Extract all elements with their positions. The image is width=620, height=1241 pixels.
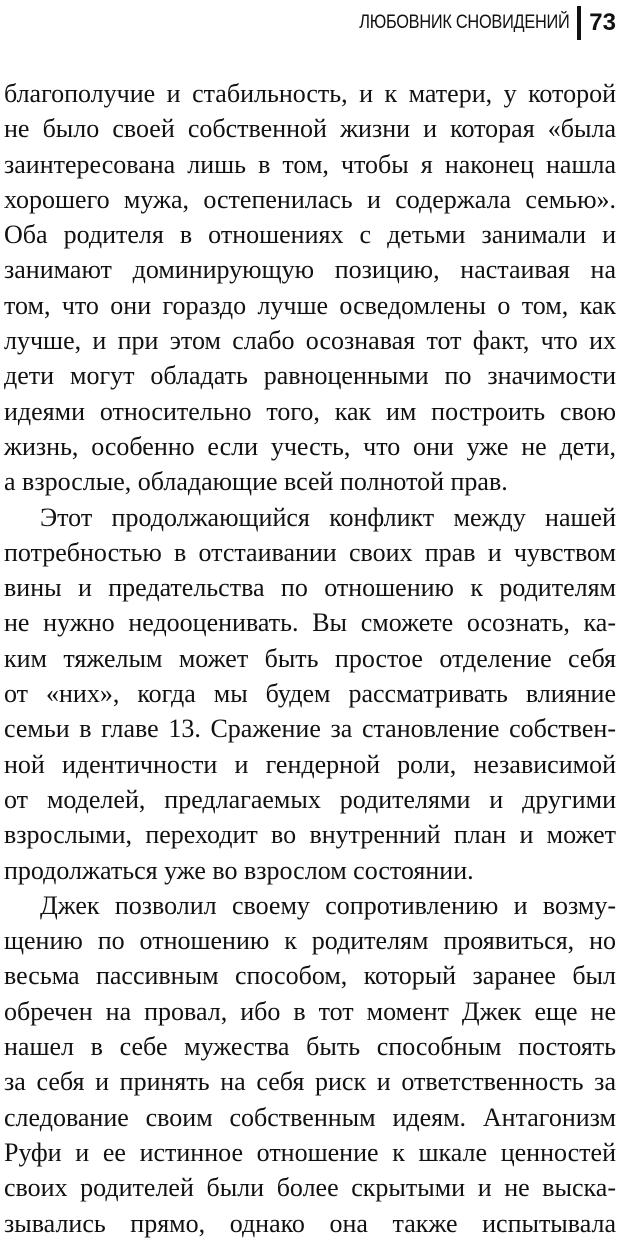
text-line: семьи в главе 13. Сражение за становление собствен- bbox=[4, 714, 616, 744]
text-line: идеями относительно того, как им построить свою bbox=[4, 396, 616, 426]
text-line: обречен на провал, ибо в тот момент Джек еще не bbox=[4, 996, 616, 1026]
text-line: весьма пассивным способом, который заранее был bbox=[4, 961, 616, 991]
header-rule bbox=[577, 6, 581, 40]
text-line: вины и предательства по отношению к родителям bbox=[4, 573, 616, 603]
text-line: от моделей, предлагаемых родителями и другими bbox=[4, 784, 616, 814]
paragraph-end-line: а взрослые, обладающие всей полнотой прав. bbox=[4, 467, 508, 497]
text-line: щению по отношению к родителям проявиться, но bbox=[4, 926, 616, 956]
text-line: взрослыми, переходит во внутренний план и может bbox=[4, 820, 616, 850]
text-line: следование своим собственным идеям. Антагонизм bbox=[4, 1102, 616, 1132]
text-line: не было своей собственной жизни и которая «была bbox=[4, 114, 616, 144]
running-title: ЛЮБОВНИК СНОВИДЕНИЙ bbox=[359, 12, 570, 33]
text-line: лучше, и при этом слабо осознавая тот факт, что их bbox=[4, 326, 616, 356]
text-line: зывались прямо, однако она также испытывала bbox=[4, 1208, 616, 1238]
paragraph-first-line: Этот продолжающийся конфликт между нашей bbox=[40, 502, 616, 532]
text-line: ной идентичности и гендерной роли, независимой bbox=[4, 749, 616, 779]
text-line: Оба родителя в отношениях с детьми занимали и bbox=[4, 220, 616, 250]
text-line: нашел в себе мужества быть способным постоять bbox=[4, 1032, 616, 1062]
paragraph-first-line: Джек позволил своему сопротивлению и возму- bbox=[40, 890, 616, 920]
running-head bbox=[325, 6, 616, 40]
text-line: том, что они гораздо лучше осведомлены о том, как bbox=[4, 290, 616, 320]
page-number: 73 bbox=[589, 9, 616, 36]
text-line: потребностью в отстаивании своих прав и чувством bbox=[4, 537, 616, 567]
text-line: своих родителей были более скрытыми и не выска- bbox=[4, 1173, 616, 1203]
text-line: Руфи и ее истинное отношение к шкале ценностей bbox=[4, 1137, 616, 1167]
paragraph-end-line: продолжаться уже во взрослом состоянии. bbox=[4, 855, 474, 885]
text-line: хорошего мужа, остепенилась и содержала семью». bbox=[4, 184, 616, 214]
text-line: дети могут обладать равноценными по значимости bbox=[4, 361, 616, 391]
text-line: заинтересована лишь в том, чтобы я наконец нашла bbox=[4, 149, 616, 179]
text-line: благополучие и стабильность, и к матери, у которой bbox=[4, 79, 616, 108]
text-line: жизнь, особенно если учесть, что они уже не дети, bbox=[4, 431, 616, 461]
text-line: за себя и принять на себя риск и ответственность за bbox=[4, 1067, 616, 1097]
body-text bbox=[4, 76, 616, 1241]
text-line: от «них», когда мы будем рассматривать влияние bbox=[4, 679, 616, 709]
text-line: занимают доминирующую позицию, настаивая на bbox=[4, 255, 616, 285]
text-line: ким тяжелым может быть простое отделение себя bbox=[4, 643, 616, 673]
text-line: не нужно недооценивать. Вы сможете осознать, ка- bbox=[4, 608, 616, 638]
